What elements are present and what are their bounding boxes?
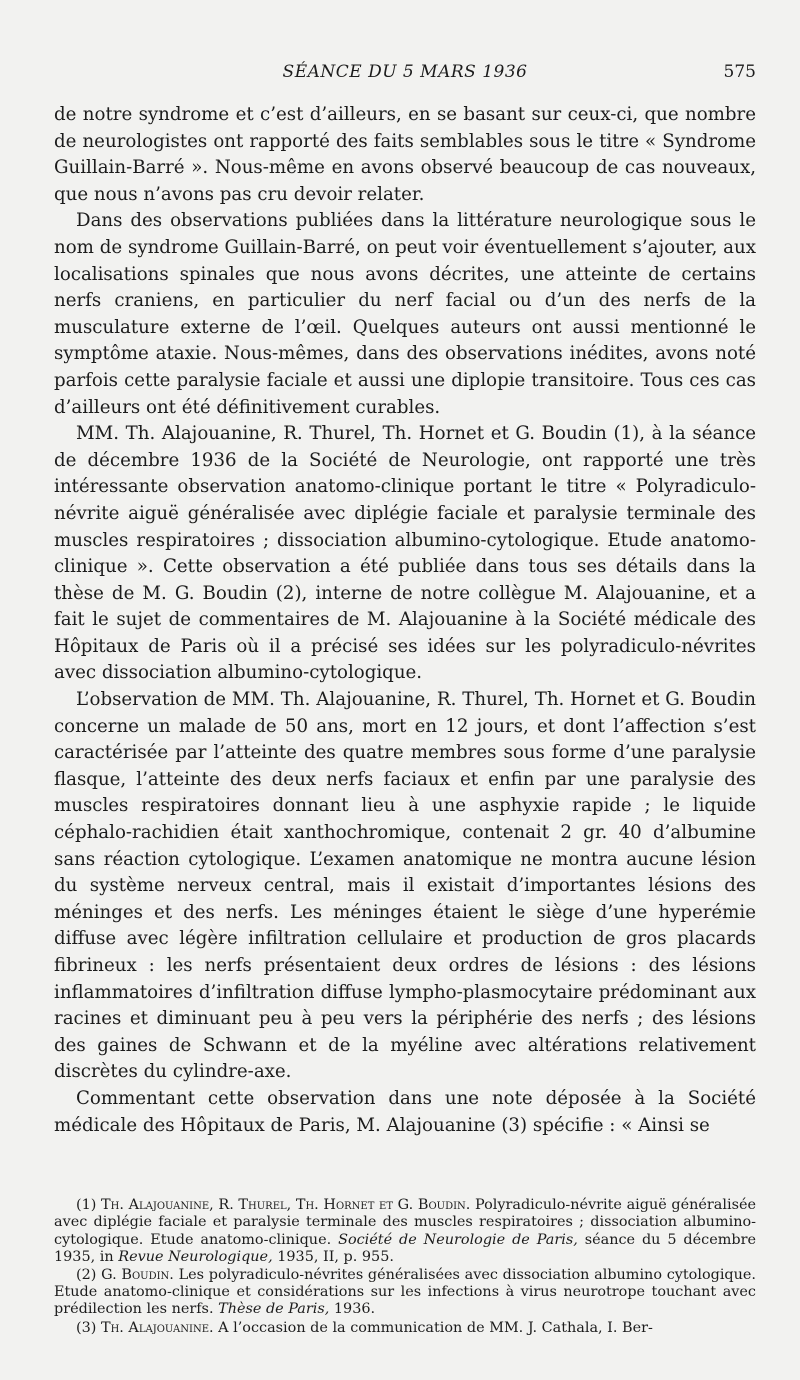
footnote-2 <box>54 1267 756 1319</box>
footnote-title: Polyradiculo-névrite aiguë généralisée avec diplégie faciale et paralysie terminale des muscles respiratoires ; dissociation albumino-cytologique. Etude anatomo-clinique. <box>54 1197 757 1248</box>
footnote-year: 1936. <box>333 1301 376 1318</box>
footnote-date: séance du 5 décembre 1935, in <box>54 1231 756 1265</box>
footnote-marker: (2) <box>76 1266 97 1283</box>
footnote-authors: Th. Alajouanine, R. Thurel, Th. Hornet et G. Boudin. <box>101 1197 471 1214</box>
page <box>54 62 756 1338</box>
footnote-title: A l’occasion de la communication de MM. J. Cathala, I. Ber- <box>218 1319 653 1336</box>
footnotes <box>54 1197 756 1337</box>
footnote-1 <box>54 1197 756 1266</box>
footnote-source: Société de Neurologie de Paris, <box>338 1231 578 1248</box>
footnote-marker: (3) <box>76 1319 97 1336</box>
paragraph-continuation: de notre syndrome et c’est d’ailleurs, en se basant sur ceux-ci, que nombre de neurologistes ont rapporté des faits semblables sous le titre « Syndrome Guillain-Barré ». Nous-même en avons observé beaucoup de cas nouveaux, que nous n’avons pas cru devoir relater. <box>54 104 756 205</box>
running-head <box>54 62 756 92</box>
paragraph-case-description: L’observation de MM. Th. Alajouanine, R. Thurel, Th. Hornet et G. Boudin concerne un malade de 50 ans, mort en 12 jours, et dont l’affection s’est caractérisée par l’atteinte des quatre membres sous forme d’une paralysie flasque, l’atteinte des deux nerfs faciaux et enfin par une paralysie des muscles respiratoires donnant lieu à une asphyxie rapide ; le liquide céphalo-rachidien était xanthochromique, contenait 2 gr. 40 d’albumine sans réaction cytologique. L’examen anatomique ne montra aucune lésion du système nerveux central, mais il existait d’importantes lésions des méninges et des nerfs. Les méninges étaient le siège d’une hyperémie diffuse avec légère infiltration cellulaire et production de gros placards fibrineux : les nerfs présentaient deux ordres de lésions : des lésions inflammatoires d’infiltration diffuse lympho-plasmocytaire prédominant aux racines et diminuant peu à peu vers la périphérie des nerfs ; des lésions des gaines de Schwann et de la myéline avec altérations relativement discrètes du cylindre-axe. <box>54 689 756 1083</box>
running-title: SÉANCE DU 5 MARS 1936 <box>282 62 528 82</box>
paragraph-cranial-nerves: Dans des observations publiées dans la littérature neurologique sous le nom de syndrome Guillain-Barré, on peut voir éventuellement s’ajouter, aux localisations spinales que nous avons décrites, une atteinte de certains nerfs craniens, en particulier du nerf facial ou d’un des nerfs de la musculature externe de l’œil. Quelques auteurs ont aussi mentionné le symptôme ataxie. Nous-mêmes, dans des observations inédites, avons noté parfois cette paralysie faciale et aussi une diplopie transitoire. Tous ces cas d’ailleurs ont été définitivement curables. <box>54 210 756 418</box>
footnote-marker: (1) <box>76 1197 97 1214</box>
footnote-title: Les polyradiculo-névrites généralisées avec dissociation albumino cytologique. Etude anatomo-clinique et considérations sur les infections à virus neurotrope touchant avec prédilection les nerfs. <box>54 1266 756 1318</box>
footnote-thesis: Thèse de Paris, <box>218 1301 330 1318</box>
page-number: 575 <box>723 62 756 82</box>
paragraph-alajouanine-report: MM. Th. Alajouanine, R. Thurel, Th. Hornet et G. Boudin (1), à la séance de décembre 1936 de la Société de Neurologie, ont rapporté une très intéressante observation anatomo-clinique portant le titre « Polyradiculo-névrite aiguë généralisée avec diplégie faciale et paralysie terminale des muscles respiratoires ; dissociation albumino-cytologique. Etude anatomo-clinique ». Cette observation a été publiée dans tous ses détails dans la thèse de M. G. Boudin (2), interne de notre collègue M. Alajouanine, et a fait le sujet de commentaires de M. Alajouanine à la Société médicale des Hôpitaux de Paris où il a précisé ses idées sur les polyradiculo-névrites avec dissociation albumino-cytologique. <box>54 423 756 684</box>
footnote-3 <box>54 1320 756 1337</box>
footnote-authors: G. Boudin. <box>101 1266 174 1283</box>
footnote-authors: Th. Alajouanine. <box>100 1319 214 1336</box>
body-text <box>54 102 756 1139</box>
footnote-ref: 1935, II, p. 955. <box>277 1248 394 1265</box>
paragraph-commentary: Commentant cette observation dans une note déposée à la Société médicale des Hôpitaux de Paris, M. Alajouanine (3) spécifie : « Ainsi se <box>54 1087 756 1136</box>
footnote-journal: Revue Neurologique, <box>118 1248 273 1265</box>
